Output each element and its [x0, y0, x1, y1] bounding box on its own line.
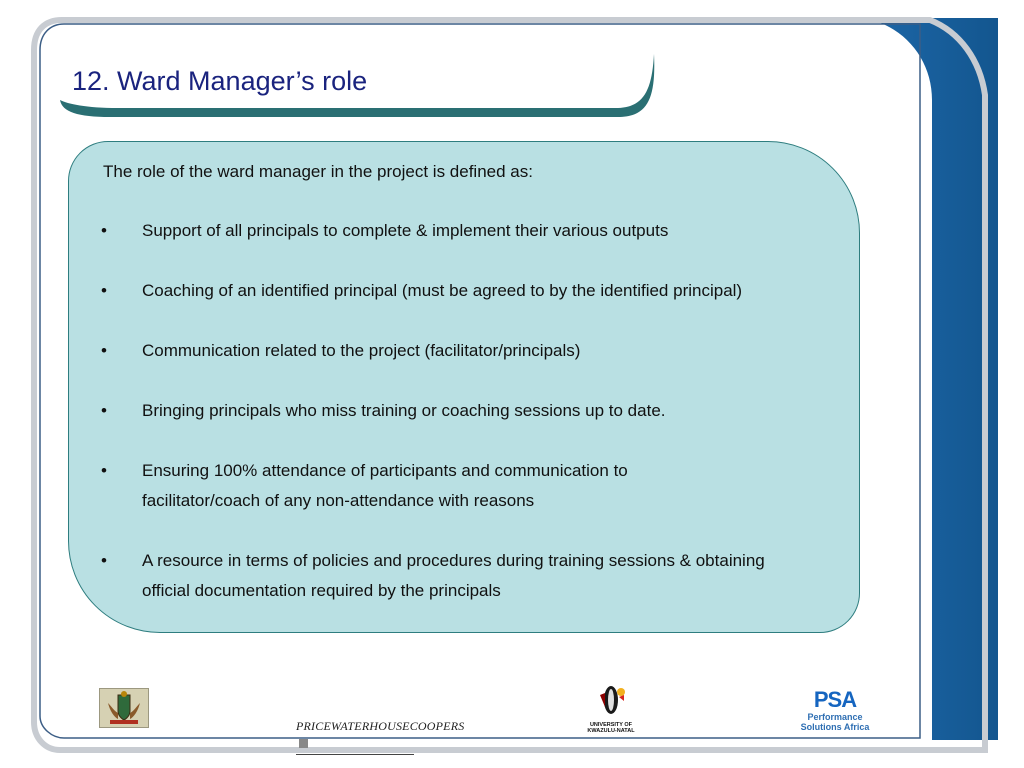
bullet-text: Ensuring 100% attendance of participants and communication to facilitator/coach of any non-attendance with reasons: [142, 461, 628, 510]
bullet-marker: •: [101, 551, 107, 570]
bullet-item: [101, 276, 831, 306]
slide-title: 12. Ward Manager’s role: [72, 66, 368, 96]
coat-of-arms-icon: [100, 689, 148, 727]
bullet-item: [101, 546, 791, 606]
pwc-mark-icon: [299, 739, 308, 748]
bullet-item: [101, 336, 831, 366]
pwc-wordmark: PRICEWATERHOUSECOOPERS: [296, 719, 465, 733]
bullet-marker: •: [101, 281, 107, 300]
psa-tagline-line2: Solutions Africa: [800, 722, 870, 732]
ukzn-logo: [582, 683, 640, 735]
bullet-text: A resource in terms of policies and procedures during training sessions & obtaining official documentation required by the principals: [142, 551, 765, 600]
bullet-text: Support of all principals to complete & implement their various outputs: [142, 221, 669, 240]
bullet-text: Bringing principals who miss training or coaching sessions up to date.: [142, 401, 666, 420]
psa-logo: [794, 688, 876, 734]
bullet-item: [101, 396, 831, 426]
pwc-logo: [296, 717, 465, 739]
coat-of-arms-logo: [99, 688, 149, 728]
psa-tagline-line1: Performance: [807, 712, 863, 722]
bullet-marker: •: [101, 341, 107, 360]
content-box: [68, 141, 860, 633]
bullet-marker: •: [101, 401, 107, 420]
ukzn-caption-line2: KWAZULU-NATAL: [587, 728, 635, 734]
intro-text: The role of the ward manager in the project is defined as:: [103, 162, 533, 181]
bullet-text: Communication related to the project (facilitator/principals): [142, 341, 581, 360]
bullet-marker: •: [101, 221, 107, 240]
bullet-item: [101, 456, 701, 516]
ukzn-caption-line1: UNIVERSITY OF: [589, 722, 633, 728]
bullet-item: [101, 216, 831, 246]
pwc-underline: [296, 754, 414, 755]
bullet-text: Coaching of an identified principal (must be agreed to by the identified principal): [142, 281, 743, 300]
ukzn-shield-icon: [596, 683, 626, 717]
bullet-marker: •: [101, 461, 107, 480]
psa-wordmark: PSA: [813, 687, 857, 712]
